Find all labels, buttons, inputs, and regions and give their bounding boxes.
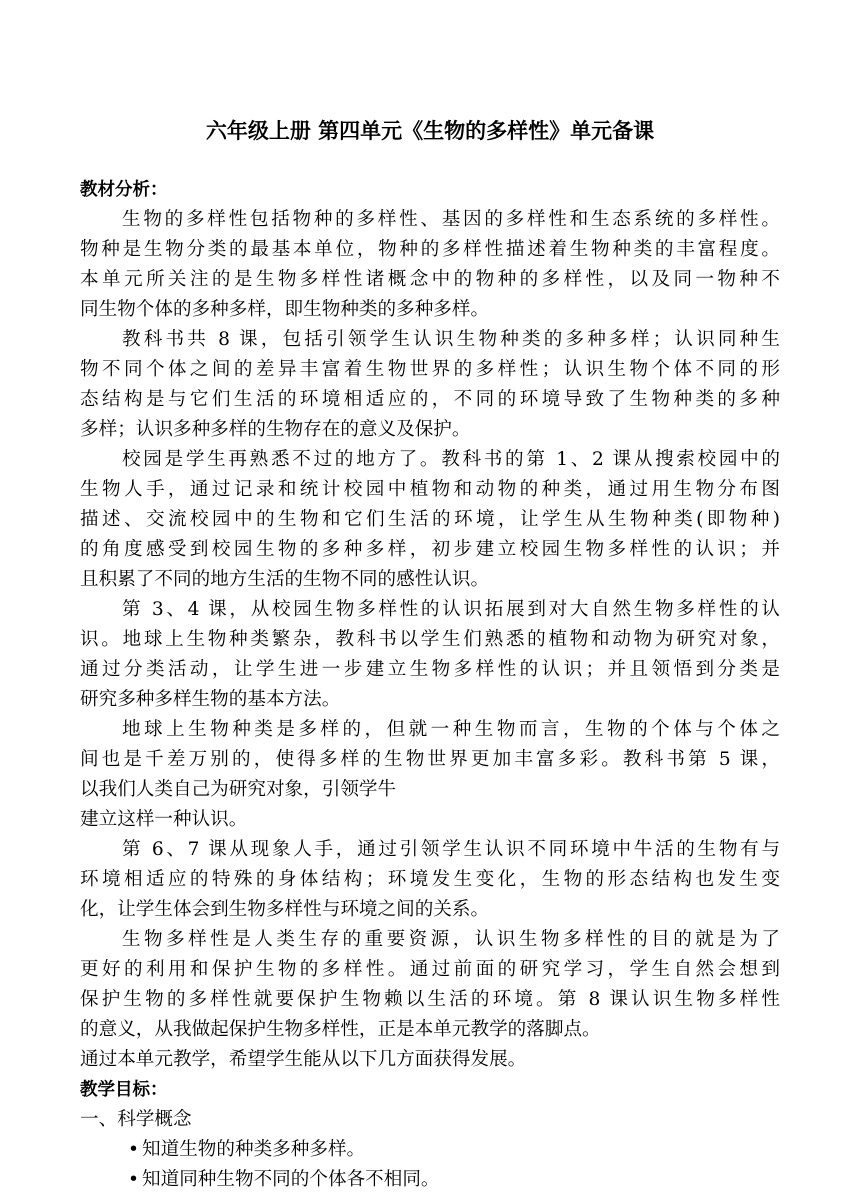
paragraph-line: 化，让学生体会到生物多样性与环境之间的关系。 — [80, 899, 490, 920]
paragraph-line: 地球上生物种类是多样的，但就一种生物而言，生物的个体与个体之 — [122, 719, 780, 740]
subsection-heading: 一、科学概念 — [80, 1109, 192, 1130]
paragraph-line: 校园是学生再熟悉不过的地方了。教科书的第 1、2 课从搜索校园中的 — [122, 449, 780, 470]
paragraph-line: 物不同个体之间的差异丰富着生物世界的多样性；认识生物个体不同的形 — [80, 359, 780, 380]
paragraph-line: 更好的利用和保护生物的多样性。通过前面的研究学习，学生自然会想到 — [80, 959, 780, 980]
bullet-icon: • — [128, 1139, 139, 1160]
paragraph-line: 通过本单元教学，希望学生能从以下几方面获得发展。 — [80, 1049, 527, 1070]
paragraph-line: 间也是千差万别的，使得多样的生物世界更加丰富多彩。教科书第 5 课， — [80, 749, 780, 770]
paragraph-line: 的意义，从我做起保护生物多样性，正是本单元教学的落脚点。 — [80, 1019, 601, 1040]
paragraph-line: 生物人手，通过记录和统计校园中植物和动物的种类，通过用生物分布图 — [80, 479, 780, 500]
list-item-text: 知道生物的种类多种多样。 — [142, 1139, 366, 1160]
paragraph-line: 本单元所关注的是生物多样性诸概念中的物种的多样性，以及同一物种不 — [80, 269, 780, 290]
paragraph-line: 第 6、7 课从现象人手，通过引领学生认识不同环境中牛活的生物有与 — [122, 839, 780, 860]
paragraph-line: 同生物个体的多种多样，即生物种类的多种多样。 — [80, 299, 490, 320]
paragraph-line: 第 3、4 课，从校园生物多样性的认识拓展到对大自然生物多样性的认 — [122, 599, 780, 620]
list-item — [128, 1164, 440, 1196]
list-item-text: 知道同种生物不同的个体各不相同。 — [142, 1169, 440, 1190]
paragraph-line: 生物多样性是人类生存的重要资源，认识生物多样性的目的就是为了 — [122, 929, 780, 950]
paragraph-line: 研究多种多样生物的基本方法。 — [80, 689, 341, 710]
paragraph-line: 环境相适应的特殊的身体结构；环境发生变化，生物的形态结构也发生变 — [80, 869, 780, 890]
section-heading-goals: 教学目标： — [80, 1080, 168, 1100]
paragraph-line: 态结构是与它们生活的环境相适应的，不同的环境导致了生物种类的多种 — [80, 389, 780, 410]
paragraph-line: 识。地球上生物种类繁杂，教科书以学生们熟悉的植物和动物为研究对象， — [80, 629, 780, 650]
paragraph-line: 通过分类活动，让学生进一步建立生物多样性的认识；并且领悟到分类是 — [80, 659, 780, 680]
paragraph-line: 的角度感受到校园生物的多种多样，初步建立校园生物多样性的认识；并 — [80, 539, 780, 560]
page-title: 六年级上册 第四单元《生物的多样性》单元备课 — [205, 119, 655, 143]
paragraph-line: 以我们人类自己为研究对象，引领学牛 — [80, 779, 397, 800]
section-heading-analysis: 教材分析： — [80, 180, 168, 200]
paragraph-line: 物种是生物分类的最基本单位，物种的多样性描述着生物种类的丰富程度。 — [80, 239, 780, 260]
paragraph-line: 建立这样一种认识。 — [80, 809, 248, 830]
paragraph-line: 保护生物的多样性就要保护生物赖以生活的环境。第 8 课认识生物多样性 — [80, 989, 780, 1010]
paragraph-line: 且积累了不同的地方生活的生物不同的感性认识。 — [80, 569, 490, 590]
paragraph-line: 多样；认识多种多样的生物存在的意义及保护。 — [80, 419, 471, 440]
bullet-icon: • — [128, 1169, 139, 1190]
paragraph-line: 描述、交流校园中的生物和它们生活的环境，让学生从生物种类(即物种) — [80, 509, 780, 530]
list-item — [128, 1134, 365, 1166]
paragraph-line: 教科书共 8 课，包括引领学生认识生物种类的多种多样；认识同种生 — [122, 329, 780, 350]
paragraph-line: 生物的多样性包括物种的多样性、基因的多样性和生态系统的多样性。 — [122, 209, 780, 230]
